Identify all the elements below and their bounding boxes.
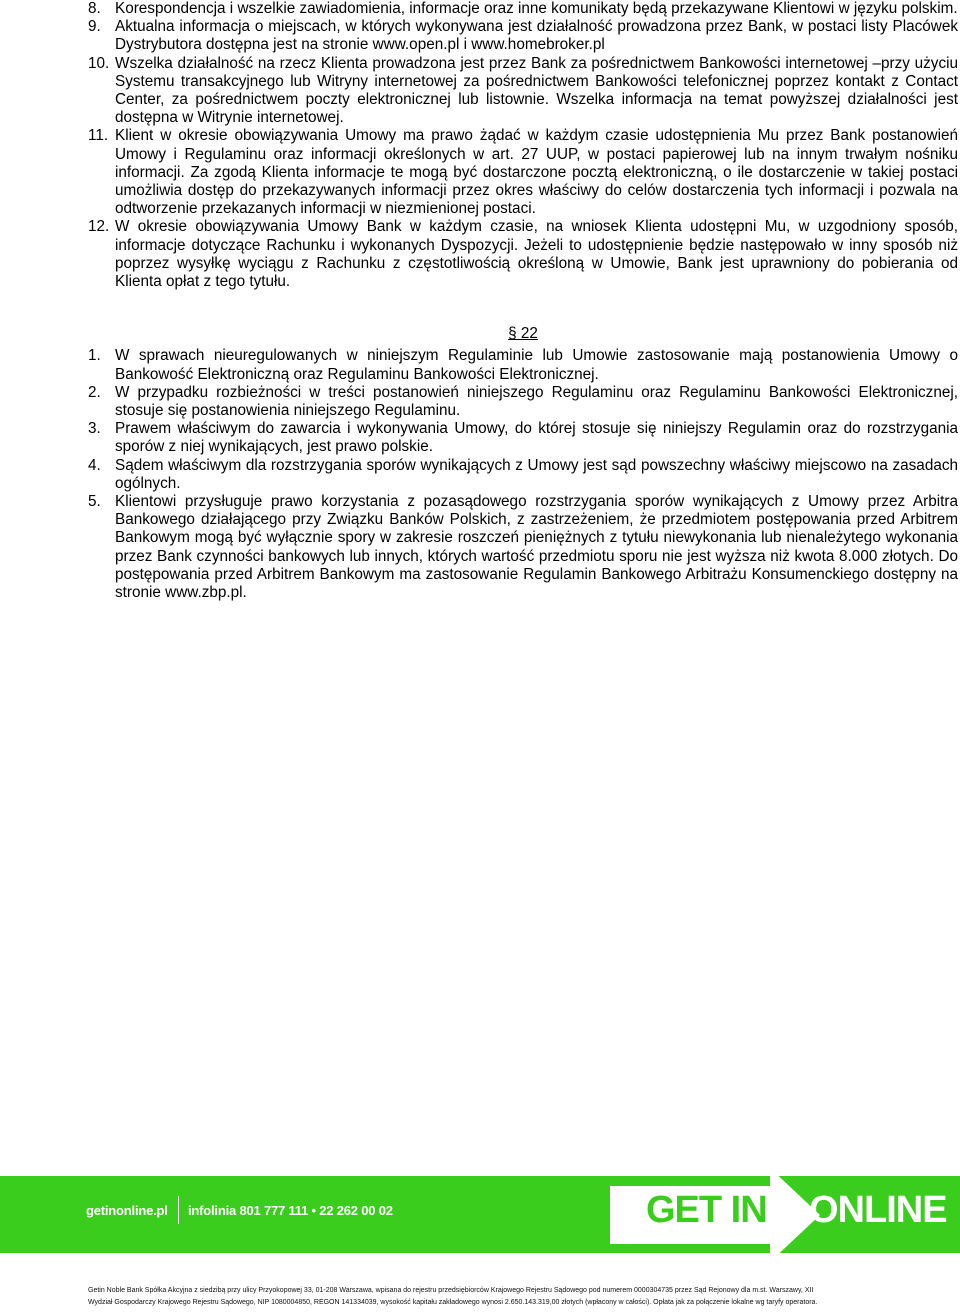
- list-item-number: 8.: [88, 0, 101, 17]
- list-item-number: 2.: [88, 383, 101, 401]
- list-item: [88, 18, 958, 54]
- list-item-number: 3.: [88, 420, 101, 438]
- footer-divider: [178, 1196, 179, 1224]
- list-item-text: Prawem właściwym do zawarcia i wykonywania Umowy, do której stosuje się niniejszy Regulamin oraz do rozstrzygania sporów z niej wynikających, jest prawo polskie.: [115, 420, 958, 456]
- list-item: [88, 420, 958, 456]
- document-body: [88, 0, 958, 602]
- numbered-list-top: [88, 0, 958, 291]
- list-item-text: Klientowi przysługuje prawo korzystania z pozasądowego rozstrzygania sporów wynikających z Umowy przez Arbitra Bankowego działającego przy Związku Banków Polskich, z zastrzeżeniem, że przedmiotem postępowania przed Arbitrem Bankowym mogą być wyłącznie spory w zakresie roszczeń pieniężnych z tytułu niewykonania lub nienależytego wykonania przez Bank czynności bankowych lub innych, których wartość przedmiotu sporu nie jest wyższa niż kwota 8.000 złotych. Do postępowania przed Arbitrem Bankowym ma zastosowanie Regulamin Bankowego Arbitrażu Konsumenckiego dostępny na stronie www.zbp.pl.: [115, 493, 958, 602]
- list-item-text: Sądem właściwym dla rozstrzygania sporów wynikających z Umowy jest sąd powszechny właściwy miejscowo na zasadach ogólnych.: [115, 456, 958, 492]
- list-item: [88, 0, 958, 18]
- list-item: [88, 493, 958, 602]
- list-item-number: 10.: [88, 54, 110, 72]
- list-item-number: 11.: [88, 127, 109, 145]
- logo-text-online: ONLINE: [809, 1189, 947, 1231]
- footer-hotline: infolinia 801 777 111 • 22 262 00 02: [188, 1203, 393, 1218]
- list-item-number: 4.: [88, 456, 101, 474]
- list-item-text: Wszelka działalność na rzecz Klienta prowadzona jest przez Bank za pośrednictwem Bankowości internetowej –przy użyciu Systemu transakcyjnego lub Witryny internetowej za pośrednictwem Bankowości telefonicznej poprzez kontakt z Contact Center, za pośrednictwem poczty elektronicznej lub listownie. Wszelka informacja na temat powyższej działalności jest dostępna w Witrynie internetowej.: [115, 54, 958, 127]
- list-item: [88, 347, 958, 383]
- section-heading: § 22: [508, 325, 538, 343]
- list-item-number: 12.: [88, 218, 110, 236]
- list-item: [88, 55, 958, 128]
- footer-website[interactable]: getinonline.pl: [86, 1203, 168, 1218]
- list-item-text: Aktualna informacja o miejscach, w których wykonywana jest działalność prowadzona przez Bank, w postaci listy Placówek Dystrybutora dostępna jest na stronie www.open.pl i www.homebroker.pl: [115, 18, 958, 54]
- numbered-list-section-22: [88, 347, 958, 602]
- list-item-text: Klient w okresie obowiązywania Umowy ma prawo żądać w każdym czasie udostępnienia Mu przez Bank postanowień Umowy i Regulaminu oraz informacji określonych w art. 27 UUP, w postaci papierowej lub na innym trwałym nośniku informacji. Za zgodą Klienta informacje te mogą być dostarczone pocztą elektroniczną, o ile dostarczenie w takiej postaci umożliwia dostęp do przekazywanych informacji przez okres właściwy do celów dostarczenia tych informacji i pozwala na odtworzenie przekazanych informacji w niezmienionej postaci.: [115, 127, 958, 218]
- list-item: [88, 457, 958, 493]
- list-item: [88, 127, 958, 218]
- list-item: [88, 218, 958, 291]
- list-item-text: W okresie obowiązywania Umowy Bank w każdym czasie, na wniosek Klienta udostępni Mu, w uzgodniony sposób, informacje dotyczące Rachunku i wykonanych Dyspozycji. Jeżeli to udostępnienie będzie następowało w inny sposób niż poprzez wysyłkę wyciągu z Rachunku z częstotliwością określoną w Umowie, Bank jest uprawniony do pobierania od Klienta opłat z tego tytułu.: [115, 218, 958, 291]
- list-item-number: 9.: [88, 18, 101, 36]
- legal-notice: [88, 1285, 960, 1309]
- list-item-text: W przypadku rozbieżności w treści postanowień niniejszego Regulaminu oraz Regulaminu Bankowości Elektronicznej, stosuje się postanowienia niniejszego Regulaminu.: [115, 383, 958, 420]
- list-item: [88, 384, 958, 420]
- list-item-text: Korespondencja i wszelkie zawiadomienia, informacje oraz inne komunikaty będą przekazywane Klientowi w języku polskim.: [115, 0, 958, 17]
- legal-line-2: Wydział Gospodarczy Krajowego Rejestru Sądowego, NIP 1080004850, REGON 141334039, wysokość kapitału zakładowego wynosi 2.650.143.319,00 złotych (wpłacony w całości). Opłata jak za połączenie lokalne wg taryfy operatora.: [88, 1299, 818, 1306]
- list-item-text: W sprawach nieuregulowanych w niniejszym Regulaminie lub Umowie zastosowanie mają postanowienia Umowy o Bankowość Elektroniczną oraz Regulaminu Bankowości Elektronicznej.: [115, 347, 958, 383]
- list-item-number: 5.: [88, 493, 101, 511]
- logo-text-get-in: GET IN: [646, 1189, 767, 1231]
- list-item-number: 1.: [88, 347, 101, 365]
- footer-banner: [0, 1176, 960, 1253]
- legal-line-1: Getin Noble Bank Spółka Akcyjna z siedzibą przy ulicy Przyokopowej 33, 01-208 Warszawa, wpisana do rejestru przedsiębiorców Krajowego Rejestru Sądowego pod numerem 0000304735 przez Sąd Rejonowy dla m.st. Warszawy, XII: [88, 1287, 814, 1294]
